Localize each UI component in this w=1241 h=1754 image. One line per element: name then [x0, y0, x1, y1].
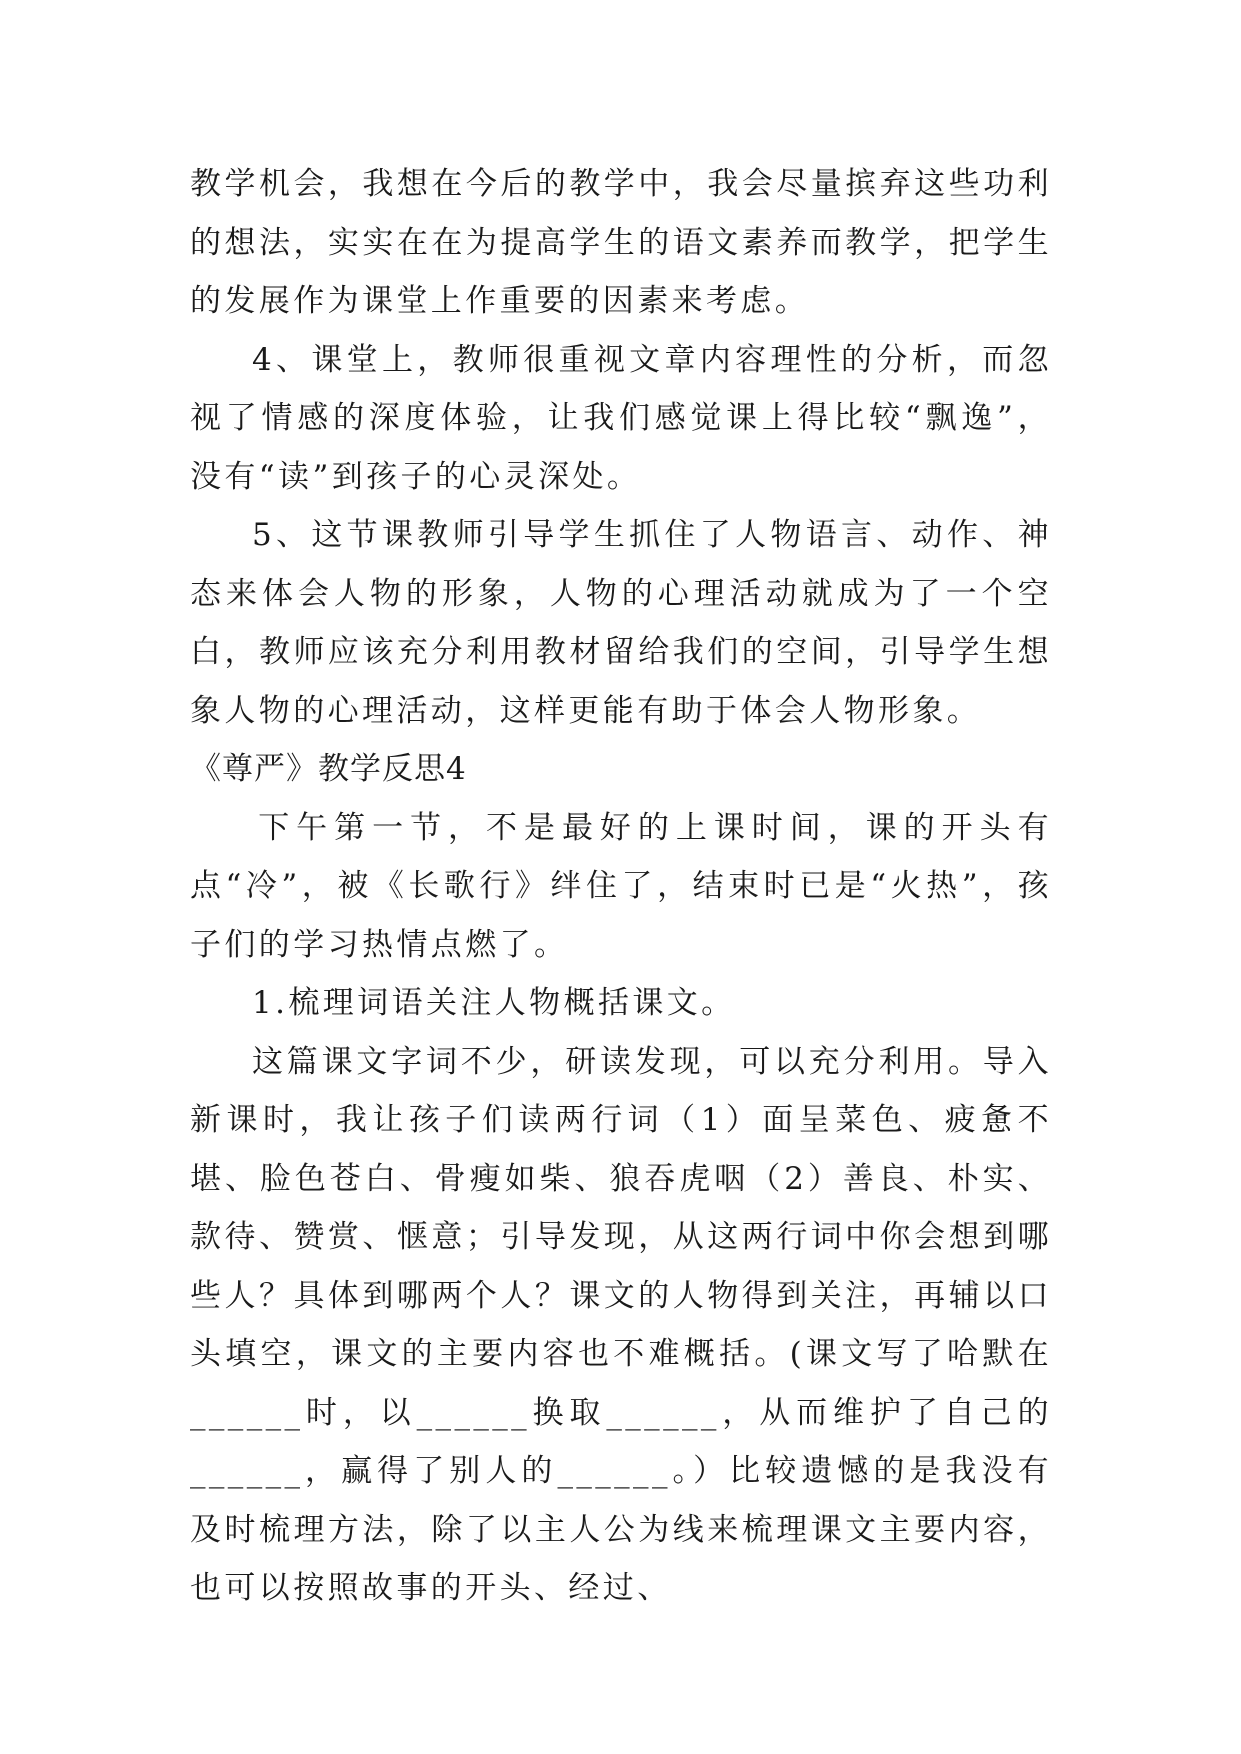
paragraph-point-4: 4、课堂上，教师很重视文章内容理性的分析，而忽视了情感的深度体验，让我们感觉课上得比较“飘逸”，没有“读”到孩子的心灵深处。 [190, 341, 1052, 495]
paragraph-teaching-opportunity: 教学机会，我想在今后的教学中，我会尽量摈弃这些功利的想法，实实在在为提高学生的语文素养而教学，把学生的发展作为课堂上作重要的因素来考虑。 [190, 166, 1052, 319]
section-title: 《尊严》教学反思4 [190, 751, 467, 787]
paragraph-point-5: 5、这节课教师引导学生抓住了人物语言、动作、神态来体会人物的形象，人物的心理活动就成为了一个空白，教师应该充分利用教材留给我们的空间，引导学生想象人物的心理活动，这样更能有助于体会人物形象。 [190, 517, 1052, 729]
paragraph-point-1-heading: 1.梳理词语关注人物概括课文。 [252, 985, 736, 1021]
paragraph-afternoon-class: 下午第一节，不是最好的上课时间，课的开头有点“冷”，被《长歌行》绊住了，结束时已是“火热”，孩子们的学习热情点燃了。 [190, 809, 1052, 963]
paragraph-vocabulary-review: 这篇课文字词不少，研读发现，可以充分利用。导入新课时，我让孩子们读两行词（1）面呈菜色、疲惫不堪、脸色苍白、骨瘦如柴、狼吞虎咽（2）善良、朴实、款待、赞赏、惬意；引导发现，从这两行词中你会想到哪些人？具体到哪两个人？课文的人物得到关注，再辅以口头填空，课文的主要内容也不难概括。(课文写了哈默在______时，以______换取______，从而维护了自己的______，赢得了别人的______。）比较遗憾的是我没有及时梳理方法，除了以主人公为线来梳理课文主要内容，也可以按照故事的开头、经过、 [190, 1043, 1052, 1606]
document-page [190, 155, 1052, 1618]
